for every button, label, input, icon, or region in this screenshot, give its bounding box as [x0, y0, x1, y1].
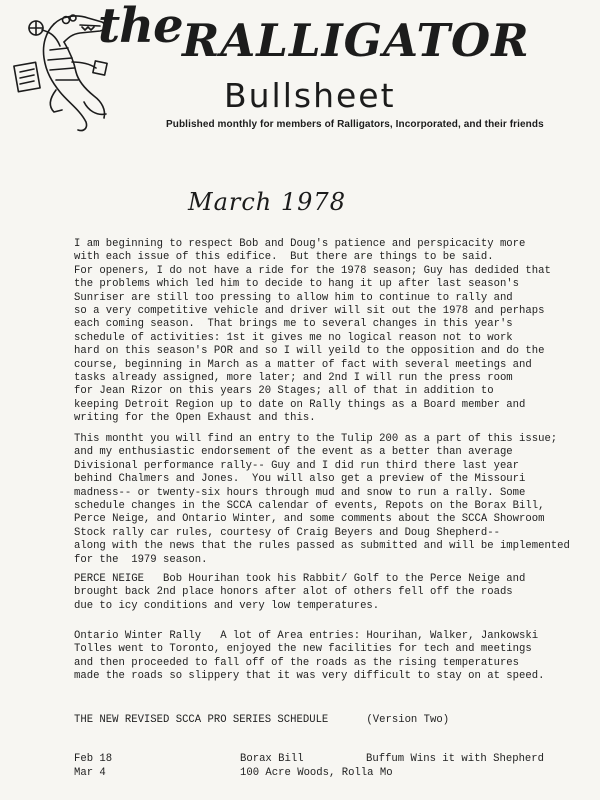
- schedule-date: Mar 4: [74, 767, 106, 779]
- schedule-table: [74, 752, 574, 780]
- schedule-heading: THE NEW REVISED SCCA PRO SERIES SCHEDULE (Version Two): [74, 714, 450, 726]
- paragraph-intro: I am beginning to respect Bob and Doug's patience and perspicacity more with each issue of this edifice. But there are things to be said. For openers, I do not have a ride for the 1978 season; Guy has dedided that the problems which led him to decide to hang it up after last season's Sunriser are still too pressing to allow him to continue to rally and so a very competitive vehicle and driver will sit out the 1978 and perhaps each coming season. That brings me to several changes in this year's schedule of activities: 1st it gives me no logical reason not to work hard on this season's POR and so I will yeild to the opposition and do the course, beginning in March as a matter of fact with several meetings and tasks already assigned, more later; and 2nd I will run the press room for Jean Rizor on this years 20 Stages; all of that in addition to keeping Detroit Region up to date on Rally things as a Board member and writing for the Open Exhaust and this.: [74, 238, 551, 425]
- masthead-title: RALLIGATOR: [182, 14, 530, 67]
- masthead-tagline: Published monthly for members of Ralligators, Incorporated, and their friends: [166, 119, 544, 130]
- schedule-row: [74, 766, 574, 780]
- paragraph-ontario-winter: Ontario Winter Rally A lot of Area entries: Hourihan, Walker, Jankowski Tolles went to Toronto, enjoyed the new facilities for tech and meetings and then proceeded to fall off of the roads as the rising temperatures made the roads so slippery that it was very difficult to stay on at speed.: [74, 630, 545, 683]
- schedule-event: 100 Acre Woods, Rolla Mo: [240, 767, 393, 779]
- schedule-event: Borax Bill: [240, 753, 304, 765]
- paragraph-this-month: This montht you will find an entry to the Tulip 200 as a part of this issue; and my enthusiastic endorsement of the event as a better than average Divisional performance rally-- Guy and I did run third there last year behind Chalmers and Jones. You will also get a preview of the Missouri madness-- or twenty-six hours through mud and snow to run a rally. Some schedule changes in the SCCA calendar of events, Repots on the Borax Bill, Perce Neige, and Ontario Winter, and some comments about the SCCA Showroom Stock rally car rules, courtesy of Craig Beyers and Doug Shepherd-- along with the news that the rules passed as submitted and will be implemented for the 1979 season.: [74, 433, 570, 566]
- schedule-row: [74, 752, 574, 766]
- masthead-subtitle: Bullsheet: [224, 76, 396, 115]
- paragraph-perce-neige: PERCE NEIGE Bob Hourihan took his Rabbit/ Golf to the Perce Neige and brought back 2nd place honors after alot of others fell off the roads due to icy conditions and very low temperatures.: [74, 573, 526, 612]
- schedule-note: Buffum Wins it with Shepherd: [366, 753, 545, 765]
- masthead-the: the: [98, 0, 183, 54]
- issue-date: March 1978: [188, 188, 346, 216]
- schedule-date: Feb 18: [74, 753, 113, 765]
